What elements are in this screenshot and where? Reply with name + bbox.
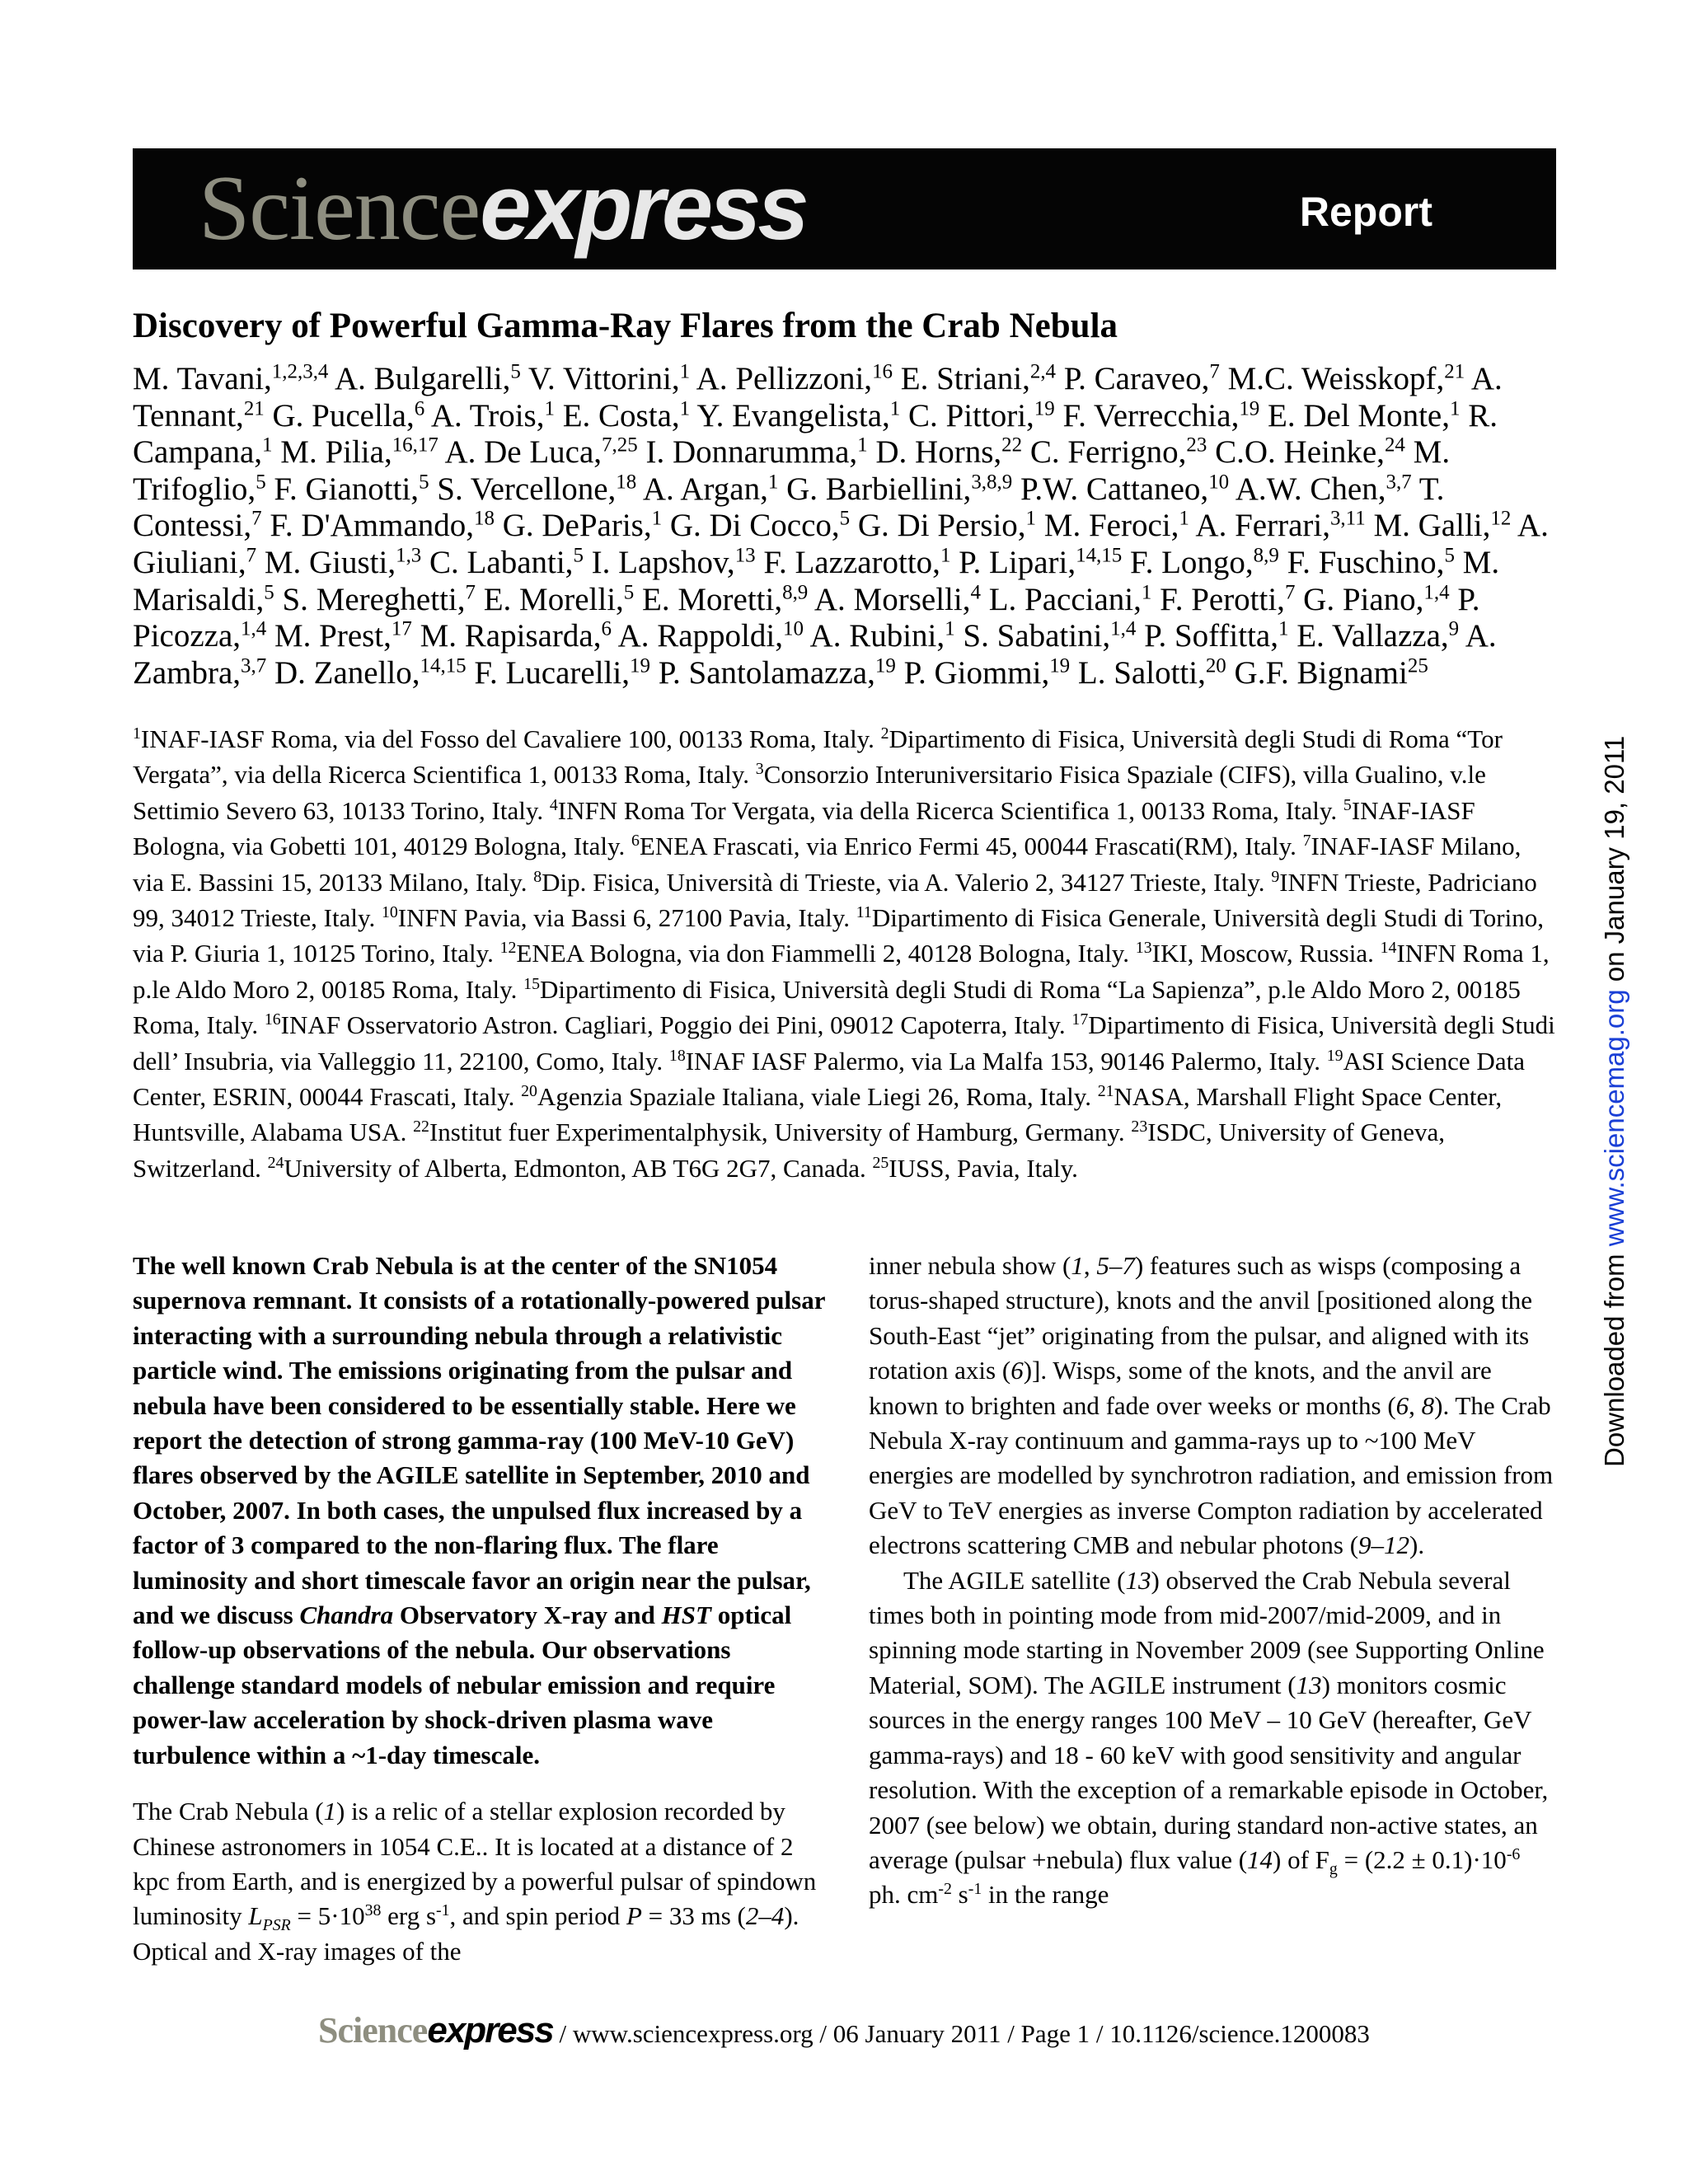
- body-paragraph: inner nebula show (1, 5–7) features such as wisps (composing a torus-shaped structure), knots and the anvil [positioned along the South-East “jet” originating from the pulsar, and aligned with its rotation axis (6)]. Wisps, some of the knots, and the anvil are known to brighten and fade over weeks or months (6, 8). The Crab Nebula X-ray continuum and gamma-rays up to ~100 MeV energies are modelled by synchrotron radiation, and emission from GeV to TeV energies as inverse Compton radiation by accelerated electrons scattering CMB and nebular photons (9–12).: [869, 1251, 1554, 1560]
- left-column: [133, 1249, 825, 1969]
- section-label: Report: [1299, 189, 1432, 235]
- body-paragraph: The Crab Nebula (1) is a relic of a stellar explosion recorded by Chinese astronomers in 1054 C.E.. It is located at a distance of 2 kpc from Earth, and is energized by a powerful pulsar of spindown luminosity $L_{PSR} = 5\cdot 10^{38}$ erg $s^{-1}$, and spin period P = 33 ms (2–4). Optical and X-ray images of the: [133, 1797, 817, 1966]
- sciencemag-link[interactable]: www.sciencemag.org: [1599, 989, 1629, 1247]
- journal-logo: Scienceexpress: [199, 156, 806, 260]
- footer-logo: Scienceexpress: [318, 2010, 553, 2050]
- footer-text: / www.sciencexpress.org / 06 January 2011 / Page 1 / 10.1126/science.1200083: [552, 2019, 1370, 2048]
- affiliation-list: $^1$INAF-IASF Roma, via del Fosso del Cavaliere 100, 00133 Roma, Italy. $^2$Dipartimento di Fisica, Università degli Studi di Roma “Tor Vergata”, via della Ricerca Scientifica 1, 00133 Roma, Italy. $^3$Consorzio Interuniversitario Fisica Spaziale (CIFS), villa Gualino, v.le Settimio Severo 63, 10133 Torino, Italy. $^4$INFN Roma Tor Vergata, via della Ricerca Scientifica 1, 00133 Roma, Italy. $^5$INAF-IASF Bologna, via Gobetti 101, 40129 Bologna, Italy. $^6$ENEA Frascati, via Enrico Fermi 45, 00044 Frascati(RM), Italy. $^7$INAF-IASF Milano, via E. Bassini 15, 20133 Milano, Italy. $^8$Dip. Fisica, Università di Trieste, via A. Valerio 2, 34127 Trieste, Italy. $^9$INFN Trieste, Padriciano 99, 34012 Trieste, Italy. $^{10}$INFN Pavia, via Bassi 6, 27100 Pavia, Italy. $^{11}$Dipartimento di Fisica Generale, Università degli Studi di Torino, via P. Giuria 1, 10125 Torino, Italy. $^{12}$ENEA Bologna, via don Fiammelli 2, 40128 Bologna, Italy. $^{13}$IKI, Moscow, Russia. $^{14}$INFN Roma 1, p.le Aldo Moro 2, 00185 Roma, Italy. $^{15}$Dipartimento di Fisica, Università degli Studi di Roma “La Sapienza”, p.le Aldo Moro 2, 00185 Roma, Italy. $^{16}$INAF Osservatorio Astron. Cagliari, Poggio dei Pini, 09012 Capoterra, Italy. $^{17}$Dipartimento di Fisica, Università degli Studi dell’ Insubria, via Valleggio 11, 22100, Como, Italy. $^{18}$INAF IASF Palermo, via La Malfa 153, 90146 Palermo, Italy. $^{19}$ASI Science Data Center, ESRIN, 00044 Frascati, Italy. $^{20}$Agenzia Spaziale Italiana, viale Liegi 26, Roma, Italy. $^{21}$NASA, Marshall Flight Space Center, Huntsville, Alabama USA. $^{22}$Institut fuer Experimentalphysik, University of Hamburg, Germany. $^{23}$ISDC, University of Geneva, Switzerland. $^{24}$University of Alberta, Edmonton, AB T6G 2G7, Canada. $^{25}$IUSS, Pavia, Italy.: [133, 724, 1555, 1183]
- download-note: Downloaded from www.sciencemag.org on January 19, 2011: [1599, 735, 1629, 1467]
- article-title: Discovery of Powerful Gamma-Ray Flares from the Crab Nebula: [133, 307, 1118, 345]
- right-column: [869, 1249, 1558, 1913]
- journal-banner: [133, 148, 1556, 269]
- page-footer: [0, 2009, 1688, 2051]
- abstract: The well known Crab Nebula is at the center of the SN1054 supernova remnant. It consists of a rotationally-powered pulsar interacting with a surrounding nebula through a relativistic particle wind. The emissions originating from the pulsar and nebula have been considered to be essentially stable. Here we report the detection of strong gamma-ray (100 MeV-10 GeV) flares observed by the AGILE satellite in September, 2010 and October, 2007. In both cases, the unpulsed flux increased by a factor of 3 compared to the non-flaring flux. The flare luminosity and short timescale favor an origin near the pulsar, and we discuss Chandra Observatory X-ray and HST optical follow-up observations of the nebula. Our observations challenge standard models of nebular emission and require power-law acceleration by shock-driven plasma wave turbulence within a ~1-day timescale.: [133, 1251, 825, 1769]
- author-list: M. Tavani,$^{1,2,3,4}$ A. Bulgarelli,$^5$ V. Vittorini,$^1$ A. Pellizzoni,$^{16}$ E. Striani,$^{2,4}$ P. Caraveo,$^7$ M.C. Weisskopf,$^{21}$ A. Tennant,$^{21}$ G. Pucella,$^6$ A. Trois,$^1$ E. Costa,$^1$ Y. Evangelista,$^1$ C. Pittori,$^{19}$ F. Verrecchia,$^{19}$ E. Del Monte,$^1$ R. Campana,$^1$ M. Pilia,$^{16,17}$ A. De Luca,$^{7,25}$ I. Donnarumma,$^1$ D. Horns,$^{22}$ C. Ferrigno,$^{23}$ C.O. Heinke,$^{24}$ M. Trifoglio,$^5$ F. Gianotti,$^5$ S. Vercellone,$^{18}$ A. Argan,$^1$ G. Barbiellini,$^{3,8,9}$ P.W. Cattaneo,$^{10}$ A.W. Chen,$^{3,7}$ T. Contessi,$^7$ F. D'Ammando,$^{18}$ G. DeParis,$^1$ G. Di Cocco,$^5$ G. Di Persio,$^1$ M. Feroci,$^1$ A. Ferrari,$^{3,11}$ M. Galli,$^{12}$ A. Giuliani,$^7$ M. Giusti,$^{1,3}$ C. Labanti,$^5$ I. Lapshov,$^{13}$ F. Lazzarotto,$^1$ P. Lipari,$^{14,15}$ F. Longo,$^{8,9}$ F. Fuschino,$^5$ M. Marisaldi,$^5$ S. Mereghetti,$^7$ E. Morelli,$^5$ E. Moretti,$^{8,9}$ A. Morselli,$^4$ L. Pacciani,$^1$ F. Perotti,$^7$ G. Piano,$^{1,4}$ P. Picozza,$^{1,4}$ M. Prest,$^{17}$ M. Rapisarda,$^6$ A. Rappoldi,$^{10}$ A. Rubini,$^1$ S. Sabatini,$^{1,4}$ P. Soffitta,$^1$ E. Vallazza,$^9$ A. Zambra,$^{3,7}$ D. Zanello,$^{14,15}$ F. Lucarelli,$^{19}$ P. Santolamazza,$^{19}$ P. Giommi,$^{19}$ L. Salotti,$^{20}$ G.F. Bignami$^{25}$: [133, 360, 1549, 691]
- body-paragraph: The AGILE satellite (13) observed the Crab Nebula several times both in pointing mode from mid-2007/mid-2009, and in spinning mode starting in November 2009 (see Supporting Online Material, SOM). The AGILE instrument (13) monitors cosmic sources in the energy ranges 100 MeV – 10 GeV (hereafter, GeV gamma-rays) and 18 - 60 keV with good sensitivity and angular resolution. With the exception of a remarkable episode in October, 2007 (see below) we obtain, during standard non-active states, an average (pulsar +nebula) flux value (14) of $F_g = (2.2 \pm 0.1)\cdot 10^{-6}$ ph. $cm^{-2}$ $s^{-1}$ in the range: [869, 1565, 1549, 1910]
